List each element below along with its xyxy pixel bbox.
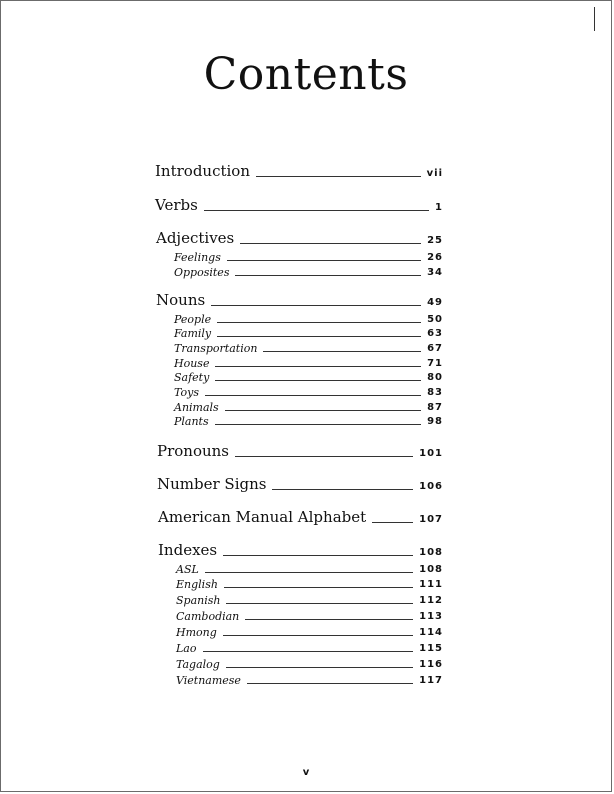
leader-line	[226, 602, 413, 604]
leader-line	[272, 488, 413, 490]
leader-line	[256, 175, 421, 177]
toc-page-number: 49	[427, 297, 443, 308]
toc-page-number: 116	[419, 659, 443, 670]
page-number: v	[302, 767, 310, 778]
toc-page-number: 80	[427, 372, 443, 383]
toc-subentry	[174, 324, 443, 340]
toc-entry-label: Safety	[174, 371, 210, 384]
leader-line	[245, 618, 413, 620]
toc-page-number: 83	[427, 387, 443, 398]
toc-entry	[158, 510, 443, 526]
leader-line	[203, 650, 414, 652]
leader-line	[235, 274, 421, 276]
toc-entry-label: Feelings	[174, 251, 221, 264]
toc-entry	[155, 164, 443, 180]
toc-entry	[156, 293, 443, 309]
toc-subentry	[174, 263, 443, 279]
toc-page-number: 111	[419, 579, 443, 590]
leader-line	[217, 321, 421, 323]
leader-line	[215, 379, 421, 381]
leader-line	[204, 209, 429, 211]
toc-entry-label: Opposites	[174, 266, 230, 279]
toc-entry	[158, 543, 443, 559]
toc-page-number: 117	[419, 675, 443, 686]
toc-subentry	[176, 671, 443, 687]
toc-page-number: 112	[419, 595, 443, 606]
toc-subentry	[176, 560, 443, 576]
toc-page-number: 25	[427, 235, 443, 246]
toc-entry-label: Toys	[174, 386, 199, 399]
leader-line	[247, 682, 413, 684]
toc-entry	[157, 444, 443, 460]
toc-entry	[156, 231, 443, 247]
toc-subentry	[174, 248, 443, 264]
toc-subentry	[176, 591, 443, 607]
toc-page-number: 115	[419, 643, 443, 654]
toc-subentry	[176, 655, 443, 671]
leader-line	[205, 571, 413, 573]
toc-subentry	[174, 339, 443, 355]
toc-page-number: 107	[419, 514, 443, 525]
toc-page-number: 71	[427, 358, 443, 369]
toc-entry-label: Vietnamese	[176, 674, 241, 687]
leader-line	[205, 394, 421, 396]
leader-line	[215, 365, 421, 367]
toc-page-number: 98	[427, 416, 443, 427]
toc-entry-label: Cambodian	[176, 610, 240, 623]
toc-entry-label: Lao	[176, 642, 197, 655]
toc-entry-label: Nouns	[156, 291, 206, 309]
page-title: Contents	[203, 49, 409, 100]
toc-entry-label: People	[174, 313, 212, 326]
toc-entry-label: Verbs	[155, 196, 198, 214]
toc-page-number: 1	[435, 202, 443, 213]
toc-entry-label: ASL	[176, 563, 199, 576]
toc-page-number: 50	[427, 314, 443, 325]
toc-page-number: 34	[427, 267, 443, 278]
toc-page-number: 26	[427, 252, 443, 263]
toc-entry-label: Spanish	[176, 594, 221, 607]
toc-subentry	[176, 639, 443, 655]
toc-page-number: 108	[419, 564, 443, 575]
toc-entry-label: American Manual Alphabet	[158, 508, 367, 526]
leader-line	[217, 335, 421, 337]
toc-entry	[157, 477, 443, 493]
leader-line	[215, 423, 421, 425]
toc-entry-label: Family	[174, 327, 212, 340]
toc-page-number: 87	[427, 402, 443, 413]
leader-line	[224, 586, 413, 588]
leader-line	[225, 409, 421, 411]
toc-subentry	[176, 623, 443, 639]
toc-entry-label: Pronouns	[157, 442, 230, 460]
table-of-contents	[1, 1, 612, 792]
toc-page-number: 106	[419, 481, 443, 492]
toc-entry-label: English	[176, 578, 218, 591]
leader-line	[226, 666, 413, 668]
leader-line	[372, 521, 413, 523]
leader-line	[235, 455, 413, 457]
toc-entry	[155, 198, 443, 214]
leader-line	[227, 259, 421, 261]
toc-subentry	[174, 412, 443, 428]
toc-page-number: 101	[419, 448, 443, 459]
toc-entry-label: Introduction	[155, 162, 250, 180]
toc-subentry	[176, 575, 443, 591]
toc-subentry	[174, 383, 443, 399]
leader-line	[263, 350, 421, 352]
toc-page-number: 108	[419, 547, 443, 558]
toc-page-number: 113	[419, 611, 443, 622]
toc-entry-label: Indexes	[158, 541, 218, 559]
toc-page-number: 67	[427, 343, 443, 354]
toc-entry-label: Animals	[174, 401, 219, 414]
leader-line	[223, 554, 413, 556]
toc-page-number: 114	[419, 627, 443, 638]
leader-line	[240, 242, 421, 244]
toc-entry-label: Transportation	[174, 342, 258, 355]
toc-page-number: 63	[427, 328, 443, 339]
toc-entry-label: Adjectives	[156, 229, 235, 247]
toc-entry-label: House	[174, 357, 210, 370]
toc-entry-label: Hmong	[176, 626, 217, 639]
toc-entry-label: Tagalog	[176, 658, 220, 671]
leader-line	[211, 304, 421, 306]
toc-page-number: vii	[426, 168, 443, 179]
toc-entry-label: Number Signs	[157, 475, 267, 493]
toc-entry-label: Plants	[174, 415, 209, 428]
toc-subentry	[176, 607, 443, 623]
toc-subentry	[174, 368, 443, 384]
leader-line	[223, 634, 413, 636]
